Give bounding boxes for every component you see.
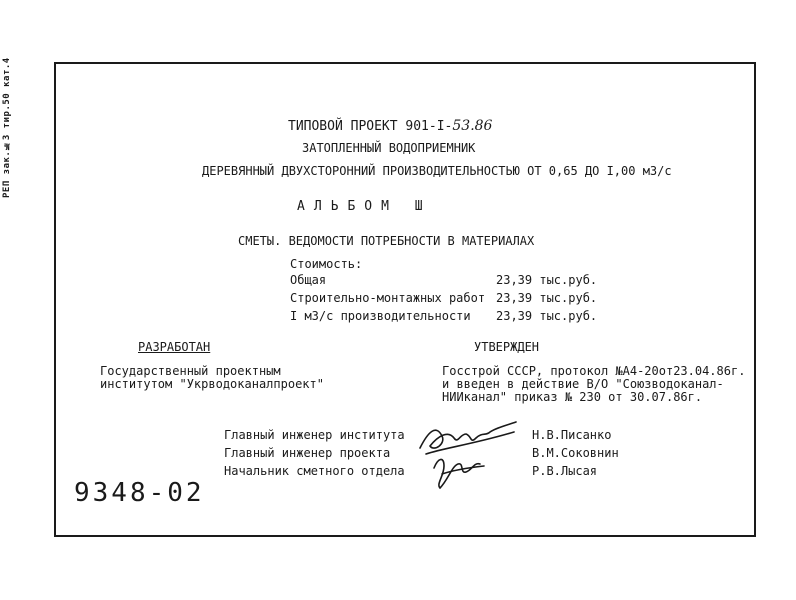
project-description: ДЕРЕВЯННЫЙ ДВУХСТОРОННИЙ ПРОИЗВОДИТЕЛЬНОСТЬЮ ОТ 0,65 ДО I,00 м3/с [202, 164, 672, 178]
signatory-title: Начальник сметного отдела [224, 464, 405, 478]
cost-row-value: 23,39 тыс.руб. [496, 273, 598, 287]
approved-line: и введен в действие В/О "Союзводоканал- [442, 377, 724, 391]
album-title: АЛЬБОМ Ш [297, 199, 432, 214]
section-title: СМЕТЫ. ВЕДОМОСТИ ПОТРЕБНОСТИ В МАТЕРИАЛАХ [238, 234, 535, 248]
signatory-name: Н.В.Писанко [532, 428, 612, 442]
cost-row-label: I м3/с производительности [290, 309, 471, 323]
approved-line: Госстрой СССР, протокол №А4-20от23.04.86г. [442, 364, 746, 378]
cost-row-value: 23,39 тыс.руб. [496, 291, 598, 305]
developed-heading: РАЗРАБОТАН [138, 340, 211, 354]
project-label: ТИПОВОЙ ПРОЕКТ [288, 119, 398, 134]
cost-row-label: Строительно-монтажных работ [290, 291, 486, 305]
signatory-title: Главный инженер института [224, 428, 405, 442]
cost-row-label: Общая [290, 273, 327, 287]
cost-heading: Стоимость: [290, 257, 363, 271]
project-number: 901-I- [405, 119, 453, 134]
developed-line: Государственный проектным [100, 364, 281, 378]
approved-heading: УТВЕРЖДЕН [474, 340, 540, 354]
developed-line: институтом "Укрводоканалпроект" [100, 377, 324, 391]
project-number-line [288, 118, 492, 134]
approved-line: НИИканал" приказ № 230 от 30.07.86г. [442, 390, 703, 404]
signatory-name: Р.В.Лысая [532, 464, 598, 478]
document-number: 9348-02 [74, 478, 205, 508]
handwritten-signatures [414, 414, 524, 494]
project-name: ЗАТОПЛЕННЫЙ ВОДОПРИЕМНИК [302, 141, 476, 155]
side-archive-note: РЕП зак.№3 тир.50 кат.4 [2, 57, 12, 198]
signatory-name: В.М.Соковнин [532, 446, 619, 460]
cost-row-value: 23,39 тыс.руб. [496, 309, 598, 323]
project-number-handwritten: 53.86 [452, 118, 493, 134]
signatory-title: Главный инженер проекта [224, 446, 391, 460]
